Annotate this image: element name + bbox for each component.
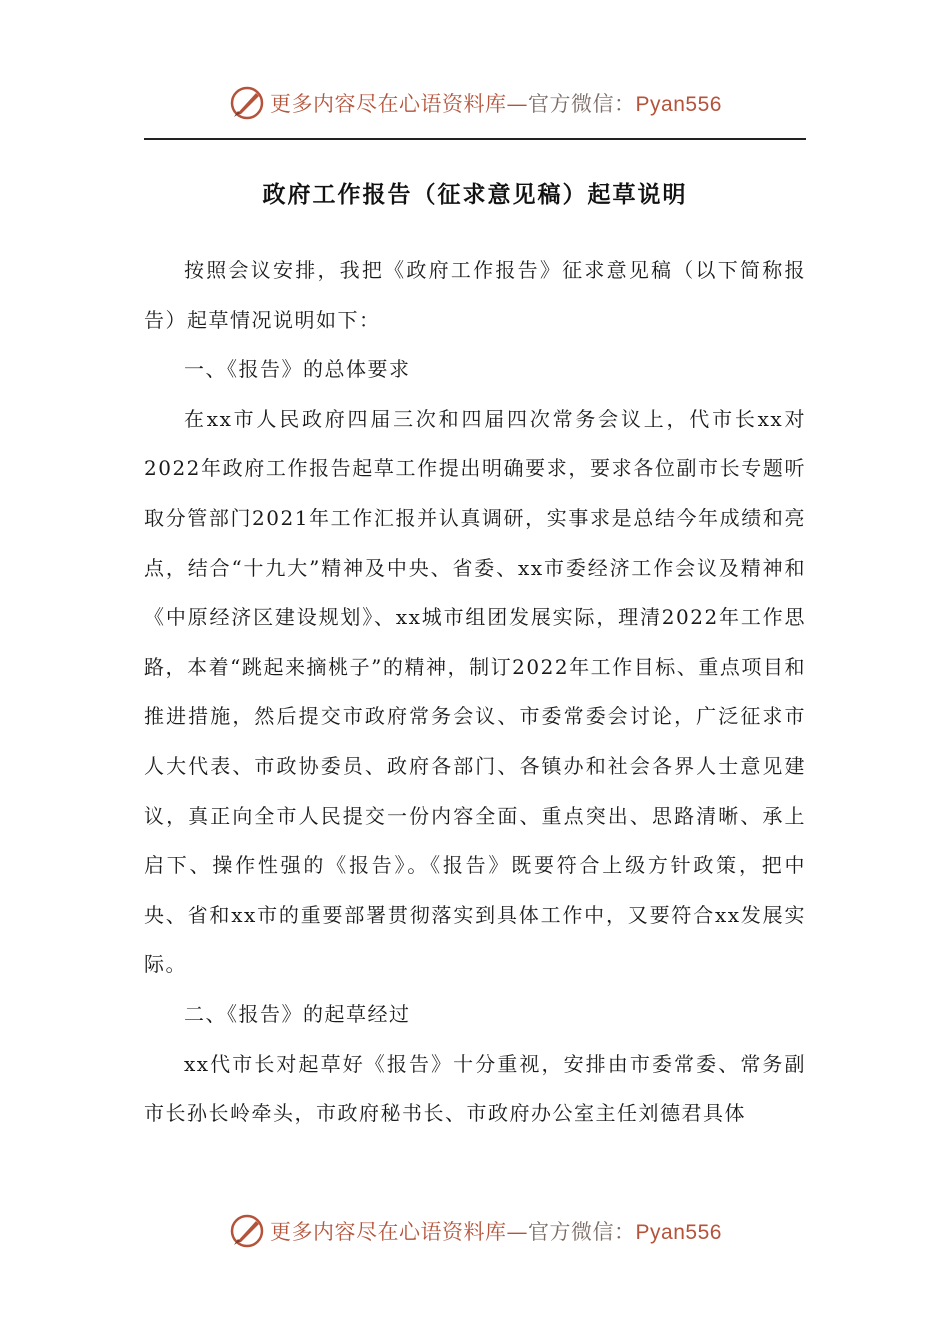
header-banner-text (270, 88, 722, 118)
paragraph-requirements: 在xx市人民政府四届三次和四届四次常务会议上，代市长xx对2022年政府工作报告起草工作提出明确要求，要求各位副市长专题听取分管部门2021年工作汇报并认真调研，实事求是总结今年成绩和亮点，结合“十九大”精神及中央、省委、xx市委经济工作会议及精神和《中原经济区建设规划》、xx城市组团发展实际，理清2022年工作思路，本着“跳起来摘桃子”的精神，制订2022年工作目标、重点项目和推进措施，然后提交市政府常务会议、市委常委会讨论，广泛征求市人大代表、市政协委员、政府各部门、各镇办和社会各界人士意见建议，真正向全市人民提交一份内容全面、重点突出、思路清晰、承上启下、操作性强的《报告》。《报告》既要符合上级方针政策，把中央、省和xx市的重要部署贯彻落实到具体工作中，又要符合xx发展实际。 (144, 406, 806, 977)
section-heading-1: 一、《报告》的总体要求 (184, 357, 411, 382)
paragraph-intro: 按照会议安排，我把《政府工作报告》征求意见稿（以下简称报告）起草情况说明如下： (144, 258, 806, 332)
header-divider (144, 138, 806, 140)
quill-logo-icon (228, 84, 266, 122)
header-watermark-banner (0, 78, 950, 128)
document-body (144, 246, 806, 1139)
quill-logo-icon (228, 1212, 266, 1250)
header-banner-main: 更多内容尽在心语资料库— (270, 92, 529, 116)
paragraph-drafting-process: xx代市长对起草好《报告》十分重视，安排由市委常委、常务副市长孙长岭牵头，市政府秘书长、市政府办公室主任刘德君具体 (144, 1051, 806, 1126)
footer-banner-main: 更多内容尽在心语资料库— (270, 1220, 529, 1244)
section-heading-2: 二、《报告》的起草经过 (184, 1001, 411, 1026)
footer-wechat-id: Pyan556 (635, 1221, 722, 1244)
header-wechat-label: 官方微信： (528, 92, 636, 116)
document-title: 政府工作报告（征求意见稿）起草说明 (262, 181, 688, 208)
footer-watermark-banner (0, 1206, 950, 1256)
footer-banner-text (270, 1216, 722, 1246)
header-wechat-id: Pyan556 (635, 93, 722, 116)
footer-wechat-label: 官方微信： (528, 1220, 636, 1244)
